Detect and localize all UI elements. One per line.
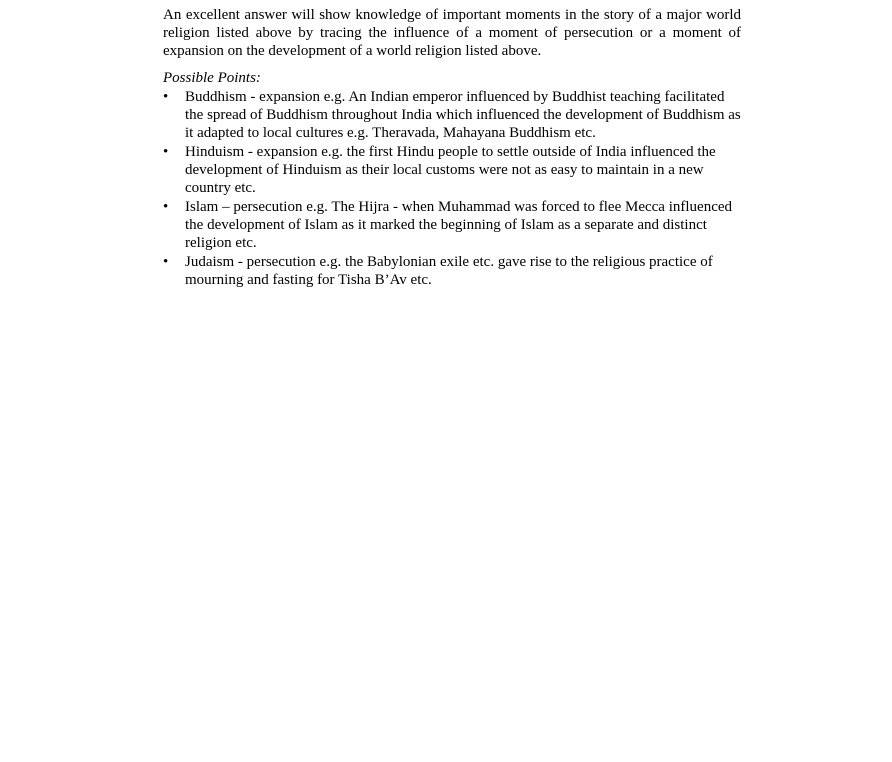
list-item (163, 198, 741, 252)
list-item (163, 253, 741, 289)
bullet-icon: • (163, 144, 169, 160)
possible-points-heading: Possible Points: (163, 70, 261, 86)
point-text-buddhism: Buddhism - expansion e.g. An Indian emperor influenced by Buddhist teaching facilitated the spread of Buddhism throughout India which influenced the development of Buddhism as it adapted to local cultures e.g. Theravada, Mahayana Buddhism etc. (185, 89, 741, 141)
intro-paragraph: An excellent answer will show knowledge of important moments in the story of a major world religion listed above by tracing the influence of a moment of persecution or a moment of expansion on the development of a world religion listed above. (163, 7, 741, 59)
point-text-hinduism: Hinduism - expansion e.g. the first Hindu people to settle outside of India influenced the development of Hinduism as their local customs were not as easy to maintain in a new country etc. (185, 144, 716, 196)
document-page (163, 6, 741, 290)
list-item (163, 88, 741, 142)
bullet-icon: • (163, 254, 169, 270)
list-item (163, 143, 741, 197)
point-text-judaism: Judaism - persecution e.g. the Babylonian exile etc. gave rise to the religious practice of mourning and fasting for Tisha B’Av etc. (185, 254, 713, 288)
bullet-icon: • (163, 199, 169, 215)
point-text-islam: Islam – persecution e.g. The Hijra - when Muhammad was forced to flee Mecca influenced the development of Islam as it marked the beginning of Islam as a separate and distinct religion etc. (185, 199, 733, 251)
bullet-icon: • (163, 89, 169, 105)
possible-points-list (163, 88, 741, 289)
